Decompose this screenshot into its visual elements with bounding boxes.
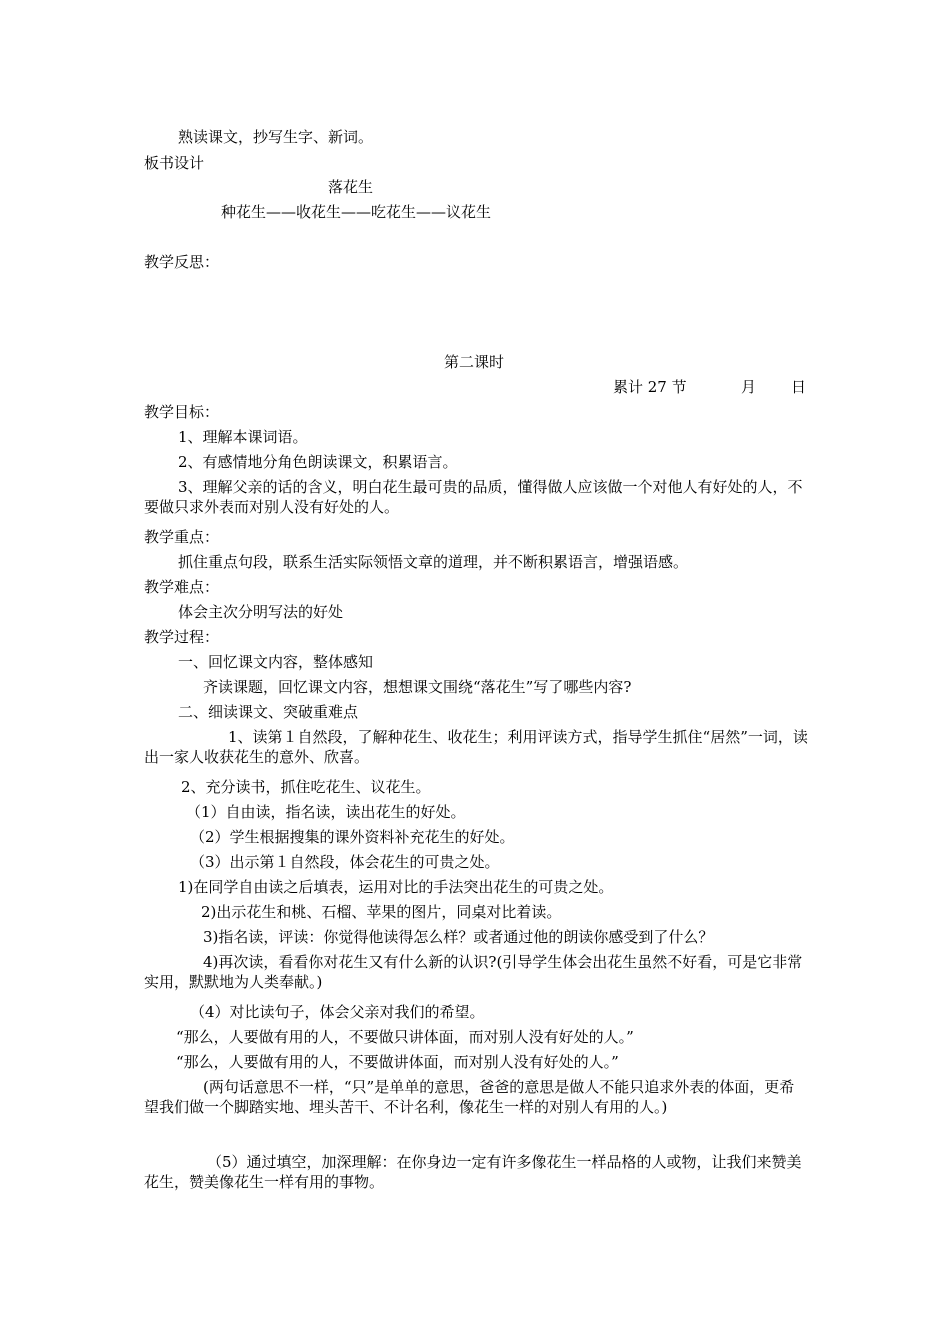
process-sub3-3: 3)指名读，评读：你觉得他读得怎么样？或者通过他的朗读你感受到了什么？ — [203, 928, 714, 946]
process-label: 教学过程： — [144, 628, 220, 646]
process-sub3: （3）出示第１自然段，体会花生的可贵之处。 — [190, 853, 500, 871]
quote-1: “那么，人要做有用的人，不要做只讲体面，而对别人没有好处的人。” — [176, 1028, 634, 1046]
process-step2-2: 2、充分读书，抓住吃花生、议花生。 — [181, 778, 431, 796]
objective-item: 3、理解父亲的话的含义，明白花生最可贵的品质，懂得做人应该做一个对他人有好处的人，不要做只求外表而对别人没有好处的人。 — [144, 478, 803, 516]
process-step2-1: 1、读第１自然段，了解种花生、收花生；利用评读方式，指导学生抓住“居然”一词，读出一家人收获花生的意外、欣喜。 — [144, 728, 808, 766]
board-design-flow: 种花生——收花生——吃花生——议花生 — [221, 203, 492, 221]
process-step1: 一、回忆课文内容，整体感知 — [178, 653, 374, 671]
difficulties-text: 体会主次分明写法的好处 — [178, 603, 344, 621]
objective-item: 1、理解本课词语。 — [178, 428, 308, 446]
process-sub5: （5）通过填空，加深理解：在你身边一定有许多像花生一样品格的人或物，让我们来赞美花生，赞美像花生一样有用的事物。 — [144, 1153, 802, 1191]
process-sub3-4: 4)再次读，看看你对花生又有什么新的认识?(引导学生体会出花生虽然不好看，可是它非常实用，默默地为人类奉献。) — [144, 953, 803, 991]
process-sub1: （1）自由读，指名读，读出花生的好处。 — [186, 803, 466, 821]
month-label: 月 — [741, 378, 757, 396]
homework-text: 熟读课文，抄写生字、新词。 — [178, 128, 374, 146]
process-sub4: （4）对比读句子，体会父亲对我们的希望。 — [190, 1003, 485, 1021]
quote-2: “那么，人要做有用的人，不要做讲体面，而对别人没有好处的人。” — [176, 1053, 619, 1071]
reflection-label: 教学反思： — [144, 253, 220, 271]
key-points-text: 抓住重点句段，联系生活实际领悟文章的道理，并不断积累语言，增强语感。 — [178, 553, 689, 571]
process-step1-detail: 齐读课题，回忆课文内容，想想课文围绕“落花生”写了哪些内容? — [203, 678, 632, 696]
difficulties-label: 教学难点： — [144, 578, 220, 596]
cumulative-count: 累计 27 节 — [613, 378, 687, 396]
lesson-title: 第二课时 — [444, 353, 505, 371]
quote-explanation: (两句话意思不一样，“只”是单单的意思，爸爸的意思是做人不能只追求外表的体面，更希望我们做一个脚踏实地、埋头苦干、不计名利，像花生一样的对别人有用的人。) — [144, 1078, 795, 1116]
process-sub3-2: 2)出示花生和桃、石榴、苹果的图片，同桌对比着读。 — [201, 903, 562, 921]
day-label: 日 — [791, 378, 807, 396]
board-design-heading: 板书设计 — [144, 154, 205, 172]
board-design-title: 落花生 — [328, 178, 374, 196]
process-sub2: （2）学生根据搜集的课外资料补充花生的好处。 — [190, 828, 515, 846]
process-step2: 二、细读课文、突破重难点 — [178, 703, 359, 721]
process-sub3-1: 1)在同学自由读之后填表，运用对比的手法突出花生的可贵之处。 — [178, 878, 614, 896]
key-points-label: 教学重点： — [144, 528, 220, 546]
objective-item: 2、有感情地分角色朗读课文，积累语言。 — [178, 453, 458, 471]
objectives-label: 教学目标： — [144, 403, 220, 421]
